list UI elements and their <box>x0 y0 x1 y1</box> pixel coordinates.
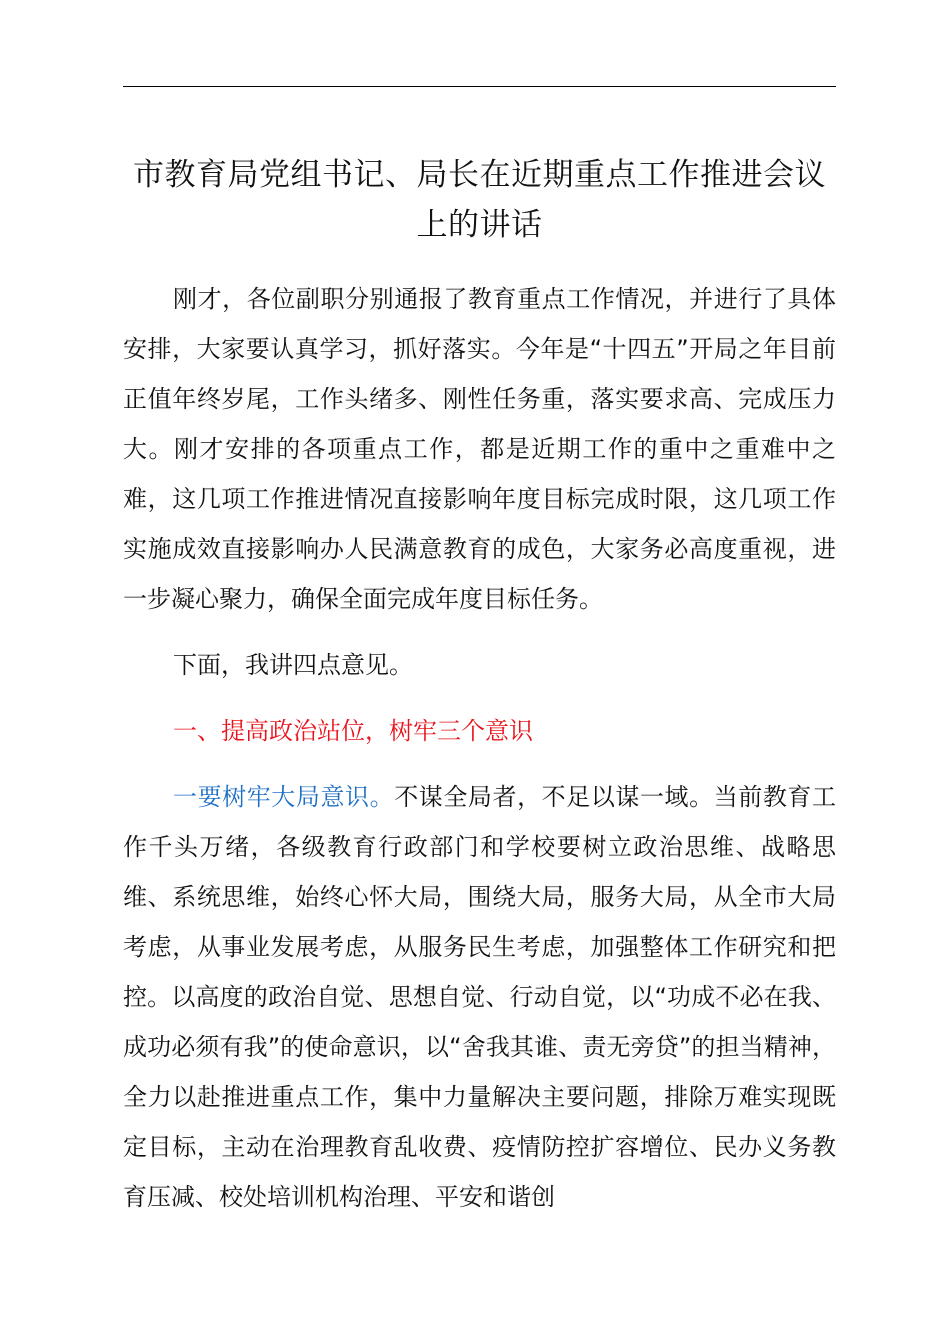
point-1-lead: 一要树牢大局意识。 <box>173 783 395 811</box>
point-1-body: 不谋全局者，不足以谋一域。当前教育工作千头万绪，各级教育行政部门和学校要树立政治思维、战略思维、系统思维，始终心怀大局，围绕大局，服务大局，从全市大局考虑，从事业发展考虑，从服务民生考虑，加强整体工作研究和把控。以高度的政治自觉、思想自觉、行动自觉，以“功成不必在我、成功必须有我”的使命意识，以“舍我其谁、责无旁贷”的担当精神，全力以赴推进重点工作，集中力量解决主要问题，排除万难实现既定目标，主动在治理教育乱收费、疫情防控扩容增位、民办义务教育压减、校处培训机构治理、平安和谐创 <box>123 783 837 1211</box>
section-1-heading: 一、提高政治站位，树牢三个意识 <box>173 717 533 745</box>
document-body <box>123 274 836 1222</box>
transition-paragraph: 下面，我讲四点意见。 <box>173 651 413 679</box>
intro-paragraph: 刚才，各位副职分别通报了教育重点工作情况，并进行了具体安排，大家要认真学习，抓好落实。今年是“十四五”开局之年目前正值年终岁尾，工作头绪多、刚性任务重，落实要求高、完成压力大。刚才安排的各项重点工作，都是近期工作的重中之重难中之难，这几项工作推进情况直接影响年度目标完成时限，这几项工作实施成效直接影响办人民满意教育的成色，大家务必高度重视，进一步凝心聚力，确保全面完成年度目标任务。 <box>123 285 836 613</box>
top-rule <box>123 86 836 87</box>
document-title: 市教育局党组书记、局长在近期重点工作推进会议上的讲话 <box>133 157 826 243</box>
paragraph-gap <box>123 756 836 772</box>
paragraph-gap <box>123 690 836 706</box>
point-1-paragraph <box>123 772 836 1222</box>
paragraph-gap <box>123 624 836 640</box>
